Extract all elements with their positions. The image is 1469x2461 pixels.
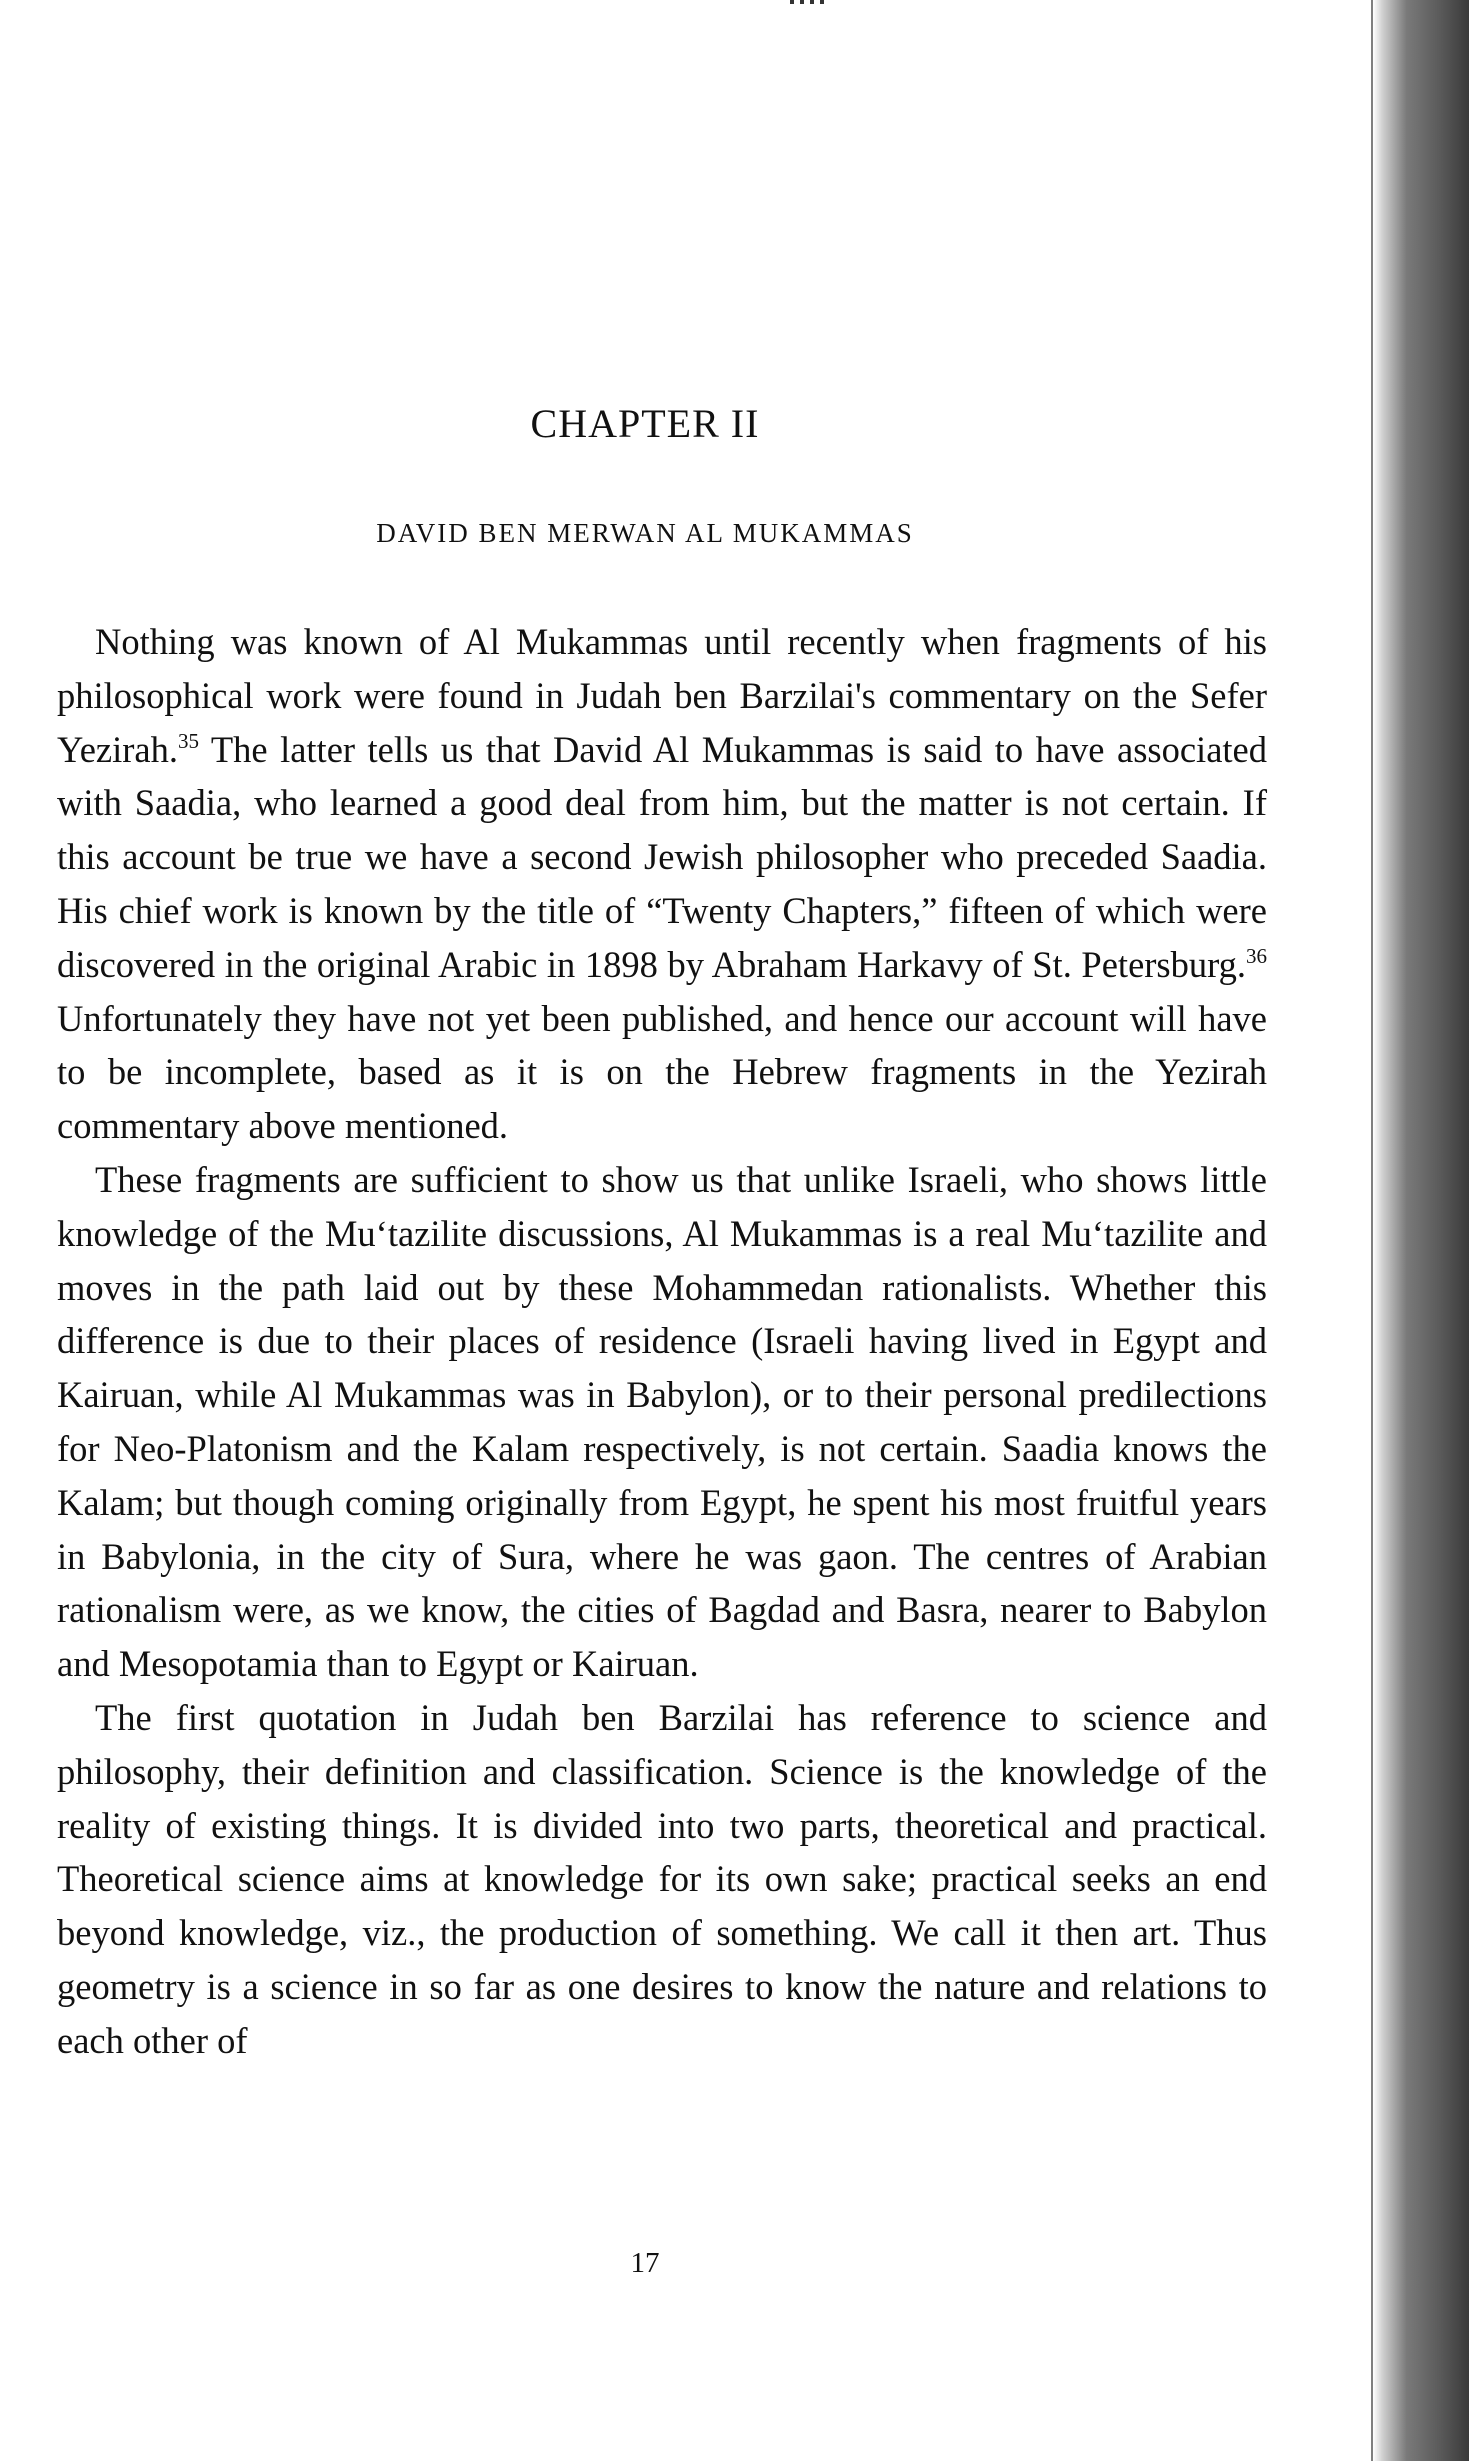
paragraph-2: These fragments are sufficient to show us that unlike Israeli, who shows little knowledge of the Mu‘tazilite discussions, Al Mukammas is a real Mu‘tazilite and moves in the path laid out by these Mohammedan rationalists. Whether this difference is due to their places of residence (Israeli having lived in Egypt and Kairuan, while Al Mukammas was in Babylon), or to their personal predilections for Neo-Platonism and the Kalam respectively, is not certain. Saadia knows the Kalam; but though coming originally from Egypt, he spent his most fruitful years in Babylonia, in the city of Sura, where he was gaon. The centres of Arabian rationalism were, as we know, the cities of Bagdad and Basra, nearer to Babylon and Mesopotamia than to Egypt or Kairuan. (57, 1158, 1267, 1685)
paragraph-3: The first quotation in Judah ben Barzilai has reference to science and philosophy, their definition and classification. Science is the knowledge of the reality of existing things. It is divided into two parts, theoretical and practical. Theoretical science aims at knowledge for its own sake; practical seeks an end beyond knowledge, viz., the production of something. We call it then art. Thus geometry is a science in so far as one desires to know the nature and relations to each other of (57, 1696, 1267, 2061)
chapter-title: CHAPTER II (530, 401, 760, 446)
scan-artifact (790, 0, 830, 4)
paragraph-1 (57, 615, 1267, 1153)
page-edge-shadow (1373, 0, 1469, 2461)
paragraph-1-part-1: Nothing was known of Al Mukammas until recently when fragments of his philosophical work were found in Judah ben Barzilai's commentary on the Sefer Yezirah. (57, 621, 1267, 770)
footnote-ref-35: 35 (177, 728, 199, 753)
footnote-ref-36: 36 (1246, 943, 1267, 968)
paragraph-1-part-2: The latter tells us that David Al Mukammas is said to have associated with Saadia, who learned a good deal from him, but the matter is not certain. If this account be true we have a second Jewish philosopher who preceded Saadia. His chief work is known by the title of “Twenty Chapters,” fifteen of which were discovered in the original Arabic in 1898 by Abraham Harkavy of St. Petersburg. (57, 728, 1267, 985)
body-text (57, 615, 1267, 2068)
page-number: 17 (630, 2247, 660, 2279)
paragraph-1-part-3: Unfortunately they have not yet been published, and hence our account will have to be incomplete, based as it is on the Hebrew fragments in the Yezirah commentary above mentioned. (57, 997, 1267, 1147)
chapter-subtitle: DAVID BEN MERWAN AL MUKAMMAS (376, 518, 914, 548)
